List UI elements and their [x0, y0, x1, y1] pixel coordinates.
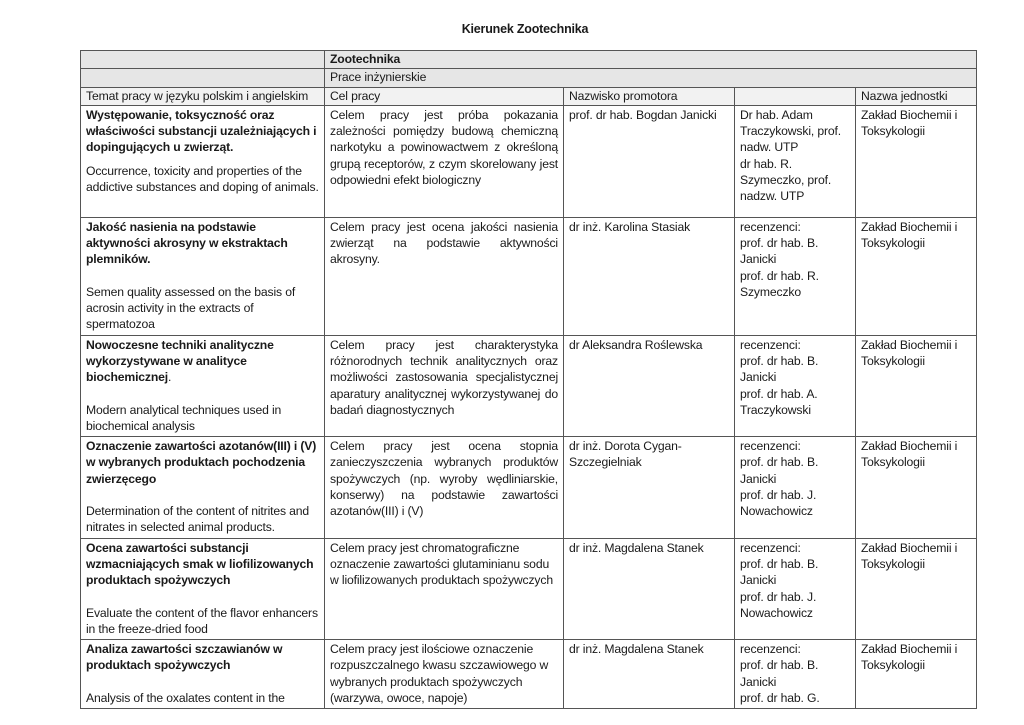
topic-cell: [81, 640, 325, 709]
header-aim: Cel pracy: [325, 87, 564, 105]
reviewer-line: prof. dr hab. B. Janicki: [740, 353, 819, 385]
topic-cell: [81, 335, 325, 436]
reviewers-label: recenzenci:: [740, 642, 801, 657]
unit-cell: Zakład Biochemii i Toksykologii: [856, 437, 977, 538]
unit-cell: Zakład Biochemii i Toksykologii: [856, 217, 977, 335]
reviewers-label: recenzenci:: [740, 439, 801, 454]
table-row: [81, 640, 977, 709]
table-row: [81, 437, 977, 538]
reviewer-line: prof. dr hab. B. Janicki: [740, 236, 819, 267]
reviewers-label: recenzenci:: [740, 337, 801, 352]
aim-cell: Celem pracy jest charakterystyka różnorodnych technik analitycznych oraz możliwości zastosowania specjalistycznej aparatury analitycznej wykorzystywanej do badań diagnostycznych: [325, 335, 564, 436]
topic-title-pl: Występowanie, toksyczność oraz właściwości substancji uzależniających i dopingujących u zwierząt.: [86, 107, 317, 155]
reviewers-cell: [735, 538, 856, 639]
topic-title-en: Semen quality assessed on the basis of acrosin activity in the extracts of spermatozoa: [86, 284, 296, 332]
topic-title-en: Determination of the content of nitrites and nitrates in selected animal products.: [86, 504, 310, 535]
band-empty-cell: [81, 51, 325, 69]
supervisor-cell: dr inż. Magdalena Stanek: [564, 538, 735, 639]
topic-title-pl: Analiza zawartości szczawianów w produktach spożywczych: [86, 642, 283, 673]
document-title: Kierunek Zootechnika: [461, 22, 589, 36]
header-topic: Temat pracy w języku polskim i angielskim: [81, 87, 325, 105]
reviewer-line: prof. dr hab. A. Traczykowski: [740, 386, 818, 417]
reviewers-cell: [735, 437, 856, 538]
supervisor-cell: dr inż. Magdalena Stanek: [564, 640, 735, 709]
type-band-row: [81, 69, 977, 87]
topic-title-pl: Oznaczenie zawartości azotanów(III) i (V) w wybranych produktach pochodzenia zwierzęcego: [86, 439, 317, 486]
reviewer-line: prof. dr hab. J. Nowachowicz: [740, 589, 817, 620]
reviewers-label: recenzenci:: [740, 540, 801, 555]
topic-title-pl: Ocena zawartości substancji wzmacniających smak w liofilizowanych produktach spożywczych: [86, 540, 314, 588]
aim-cell: Celem pracy jest ocena stopnia zanieczyszczenia wybranych produktów spożywczych (np. wyroby wędliniarskie, konserwy) na podstawie zawartości azotanów(III) i (V): [325, 437, 564, 538]
topic-title-pl: Nowoczesne techniki analityczne wykorzystywane w analityce biochemicznej: [86, 337, 274, 385]
reviewer-line: dr hab. R. Szymeczko, prof. nadzw. UTP: [740, 156, 832, 204]
topic-title-pl-suffix: .: [168, 370, 172, 385]
aim-cell: Celem pracy jest ocena jakości nasienia zwierząt na podstawie aktywności akrosyny.: [325, 217, 564, 335]
thesis-topics-table: [80, 50, 977, 709]
topic-title-pl-wrap: [86, 337, 319, 386]
header-reviewers: [735, 87, 856, 105]
table-row: [81, 105, 977, 217]
supervisor-cell: prof. dr hab. Bogdan Janicki: [564, 105, 735, 217]
thesis-type: Prace inżynierskie: [330, 70, 427, 85]
unit-cell: Zakład Biochemii i Toksykologii: [856, 335, 977, 436]
reviewers-label: recenzenci:: [740, 219, 801, 234]
topic-cell: [81, 105, 325, 217]
aim-cell: Celem pracy jest ilościowe oznaczenie rozpuszczalnego kwasu szczawiowego w wybranych produktach spożywczych (warzywa, owoce, napoje): [325, 640, 564, 709]
table-row: [81, 335, 977, 436]
unit-cell: Zakład Biochemii i Toksykologii: [856, 640, 977, 709]
band-empty-cell: [81, 69, 325, 87]
supervisor-cell: dr Aleksandra Roślewska: [564, 335, 735, 436]
aim-cell: Celem pracy jest chromatograficzne oznaczenie zawartości glutaminianu sodu w liofilizowanych produktach spożywczych: [325, 538, 564, 639]
reviewers-cell: [735, 217, 856, 335]
reviewer-line: prof. dr hab. B. Janicki: [740, 658, 819, 689]
reviewers-cell: [735, 105, 856, 217]
unit-cell: Zakład Biochemii i Toksykologii: [856, 105, 977, 217]
header-supervisor: Nazwisko promotora: [564, 87, 735, 105]
aim-cell: Celem pracy jest próba pokazania zależności pomiędzy budową chemiczną narkotyku a powinowactwem z określoną grupą receptorów, z czym skorelowany jest odpowiedni efekt biologiczny: [325, 105, 564, 217]
supervisor-cell: dr inż. Karolina Stasiak: [564, 217, 735, 335]
reviewers-cell: [735, 640, 856, 709]
topic-title-en: Occurrence, toxicity and properties of the addictive substances and doping of animals.: [86, 163, 319, 195]
reviewer-line: prof. dr hab. B. Janicki: [740, 556, 819, 588]
topic-title-pl: Jakość nasienia na podstawie aktywności akrosyny w ekstraktach plemników.: [86, 219, 288, 267]
table-row: [81, 217, 977, 335]
reviewer-line: prof. dr hab. R. Szymeczko: [740, 268, 819, 300]
supervisor-cell: dr inż. Dorota Cygan-Szczegielniak: [564, 437, 735, 538]
table-row: [81, 538, 977, 639]
reviewer-line: prof. dr hab. B. Janicki: [740, 455, 819, 486]
topic-title-en: Analysis of the oxalates content in the: [86, 690, 285, 705]
field-name-cell: [325, 51, 977, 69]
unit-cell: Zakład Biochemii i Toksykologii: [856, 538, 977, 639]
topic-title-en: Modern analytical techniques used in biochemical analysis: [86, 402, 282, 433]
topic-cell: [81, 217, 325, 335]
topic-cell: [81, 538, 325, 639]
reviewer-line: Dr hab. Adam Traczykowski, prof. nadw. UTP: [740, 107, 841, 155]
thesis-type-cell: [325, 69, 977, 87]
reviewer-line: prof. dr hab. G.: [740, 691, 820, 706]
header-unit: Nazwa jednostki: [856, 87, 977, 105]
field-name: Zootechnika: [330, 52, 401, 66]
topic-title-en: Evaluate the content of the flavor enhancers in the freeze-dried food: [86, 605, 318, 636]
table-header-row: [81, 87, 977, 105]
reviewers-cell: [735, 335, 856, 436]
reviewer-line: prof. dr hab. J. Nowachowicz: [740, 488, 817, 519]
field-band-row: [81, 51, 977, 69]
topic-cell: [81, 437, 325, 538]
